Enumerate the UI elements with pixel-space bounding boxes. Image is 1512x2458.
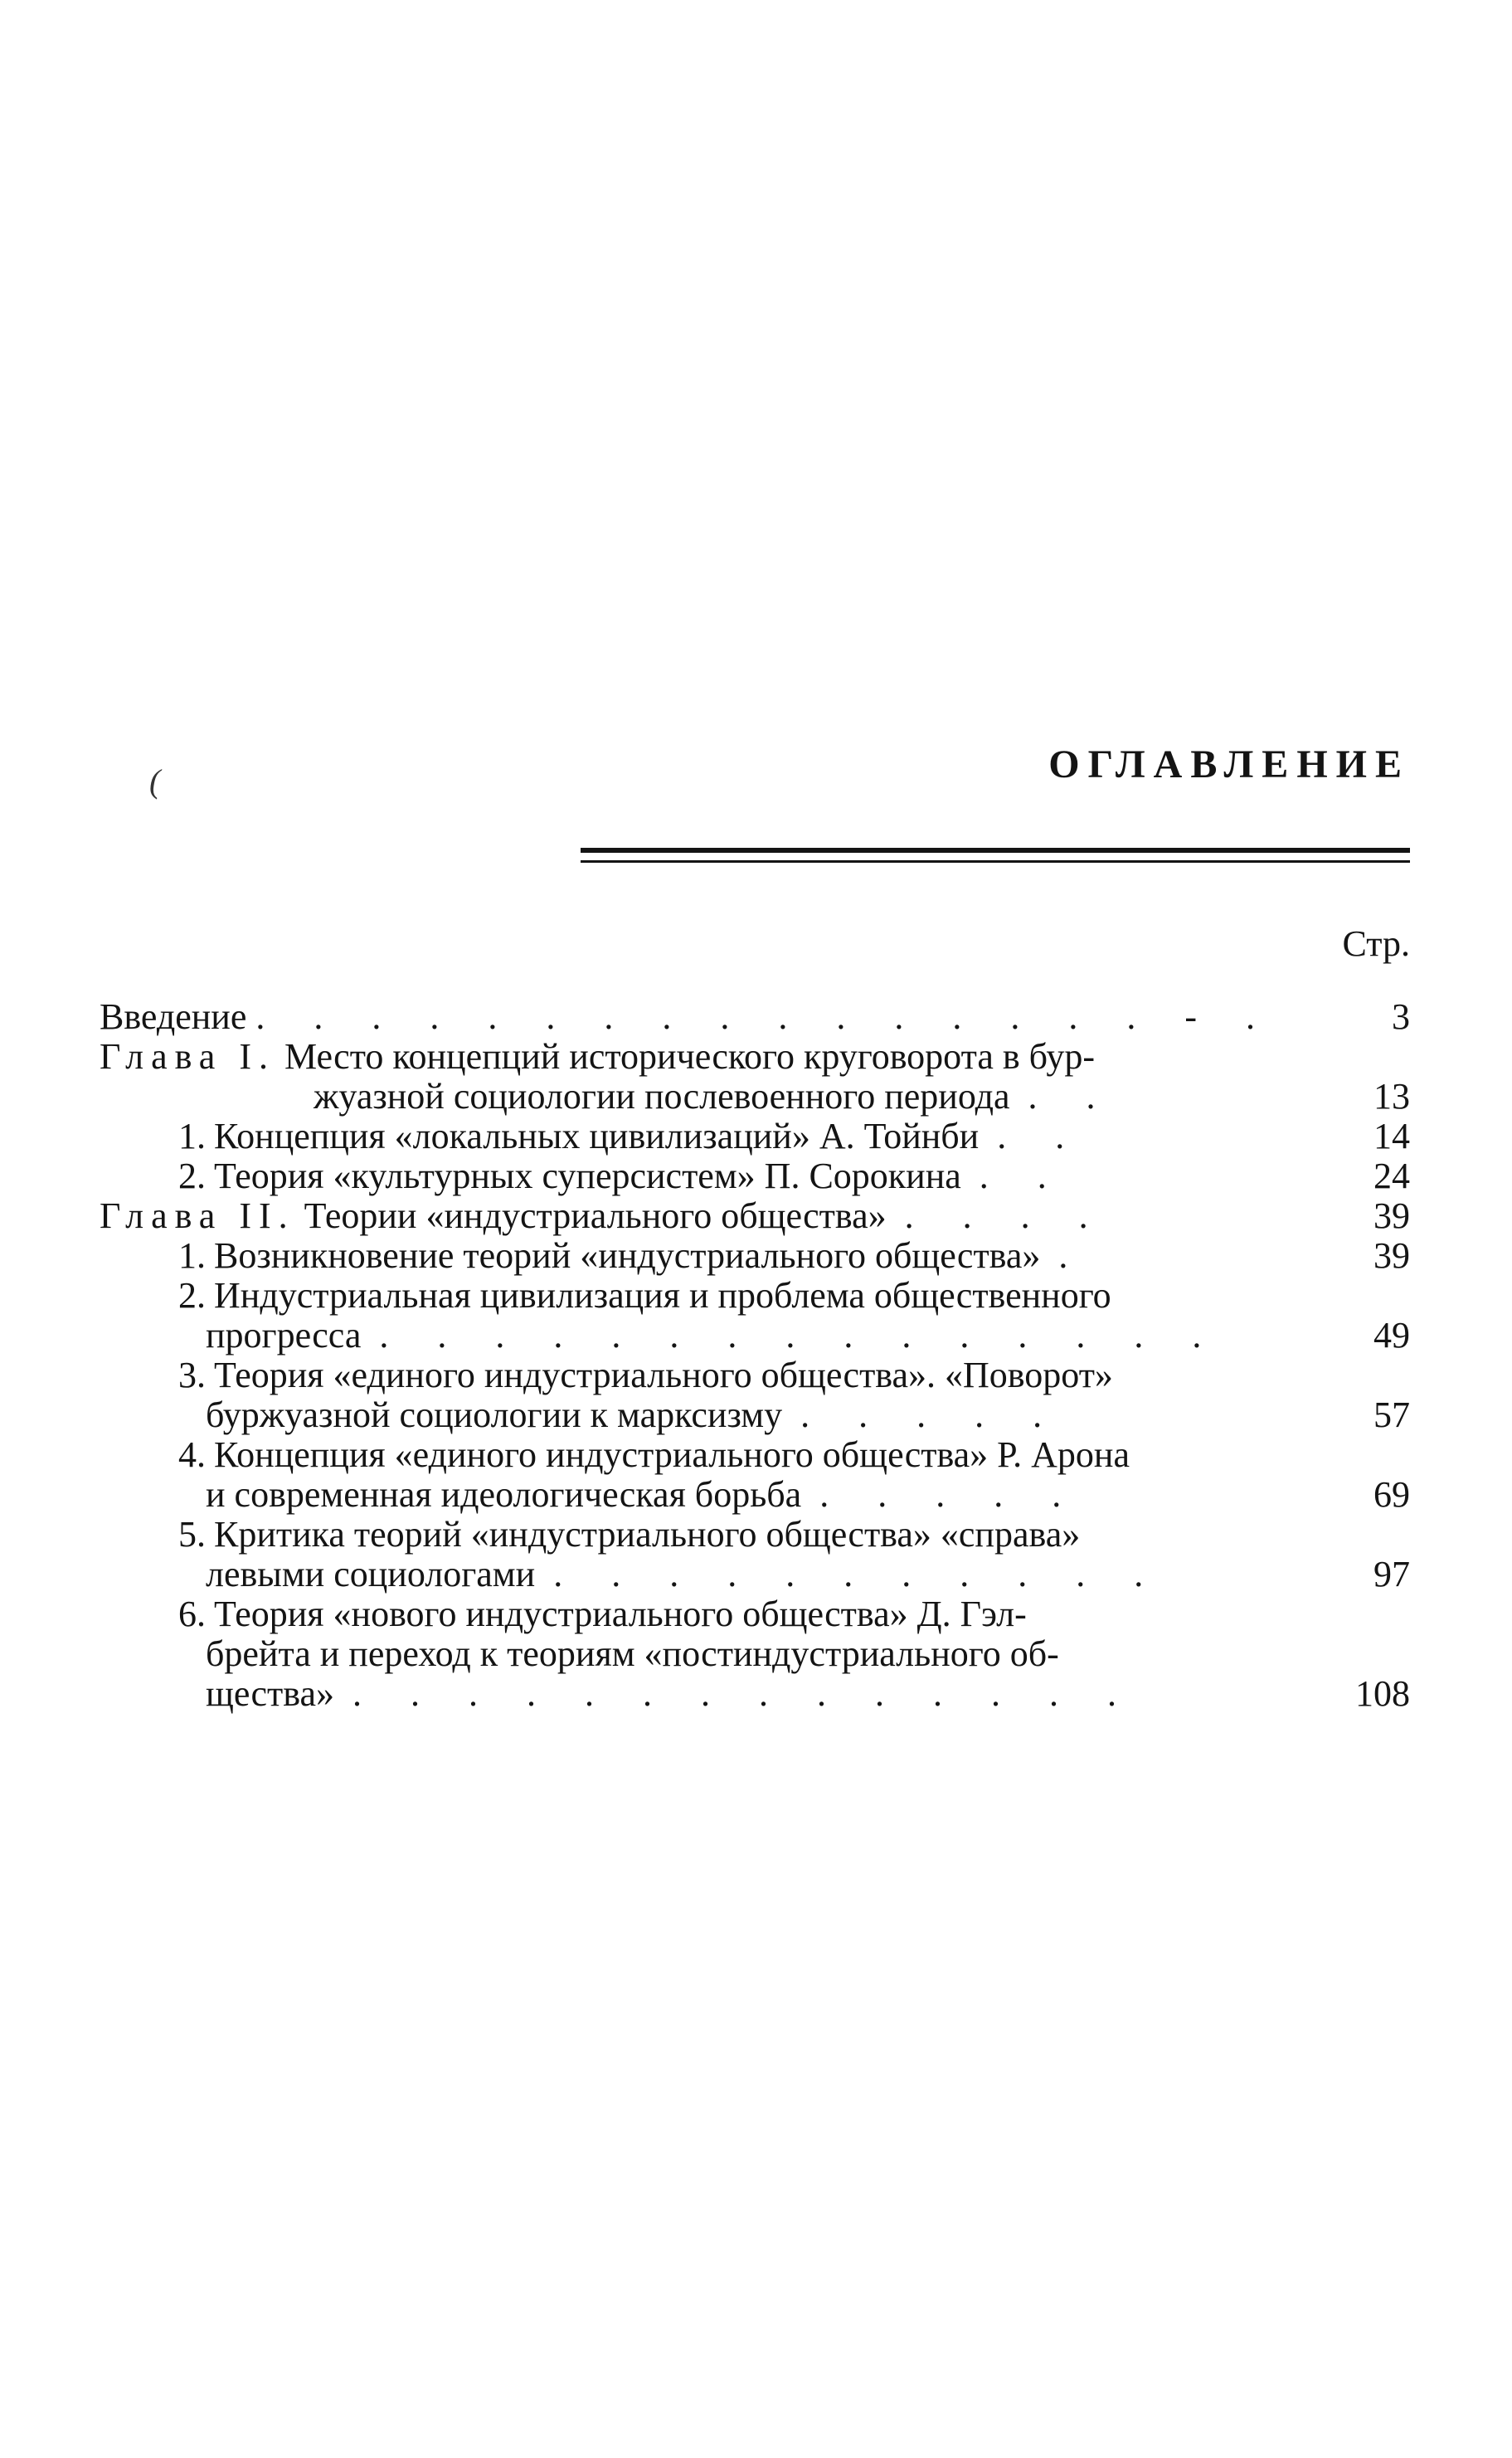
table-of-contents xyxy=(100,997,1410,1714)
toc-entry-line: Глава II. Теории «индустриального общества» . . . . xyxy=(100,1195,1108,1236)
toc-entry-section-2-3[interactable] xyxy=(100,1356,1410,1435)
toc-entry-line: 4. Концепция «единого индустриального общества» Р. Арона xyxy=(206,1435,1292,1475)
toc-entry-introduction[interactable] xyxy=(100,997,1410,1037)
toc-entry-line: и современная идеологическая борьба . . . . . xyxy=(206,1474,1082,1515)
toc-page-number: 39 xyxy=(1373,1235,1410,1276)
toc-entry-line: 1. Концепция «локальных цивилизаций» А. Тойнби . . xyxy=(206,1117,1292,1156)
toc-entry-section-1-2[interactable] xyxy=(100,1156,1410,1196)
toc-entry-line: левыми социологами . . . . . . . . . . . xyxy=(206,1554,1164,1594)
title-rule xyxy=(581,848,1410,863)
toc-entry-line: Введение . . . . . . . . . . . . . . . . - . xyxy=(100,996,1276,1037)
chapter-label: Глава II. xyxy=(100,1195,295,1236)
section-number: 4. xyxy=(178,1434,206,1475)
title-rule-thin xyxy=(581,860,1410,863)
toc-entry-chapter-1[interactable] xyxy=(100,1037,1410,1117)
toc-entry-line: жуазной социологии послевоенного периода . . xyxy=(314,1076,1116,1117)
toc-entry-line: Глава I. Место концепций исторического круговорота в бур- xyxy=(100,1036,1096,1077)
toc-page-number: 49 xyxy=(1373,1315,1410,1356)
toc-entry-section-2-4[interactable] xyxy=(100,1435,1410,1515)
toc-entry-section-2-5[interactable] xyxy=(100,1515,1410,1594)
stray-mark: ( xyxy=(149,762,161,800)
toc-page-number: 24 xyxy=(1373,1156,1410,1196)
toc-entry-line: 1. Возникновение теорий «индустриального общества» . xyxy=(206,1236,1292,1276)
page-column-header: Стр. xyxy=(1342,923,1410,964)
toc-page-number: 39 xyxy=(1373,1195,1410,1236)
toc-page-number: 14 xyxy=(1373,1116,1410,1156)
toc-entry-line: 3. Теория «единого индустриального общества». «Поворот» xyxy=(206,1356,1292,1395)
toc-page-number: 13 xyxy=(1373,1076,1410,1117)
toc-entry-section-1-1[interactable] xyxy=(100,1117,1410,1156)
toc-page-number: 97 xyxy=(1373,1554,1410,1594)
section-number: 6. xyxy=(178,1594,206,1634)
toc-entry-line: 2. Индустриальная цивилизация и проблема общественного xyxy=(206,1276,1292,1316)
title-rule-thick xyxy=(581,848,1410,853)
toc-entry-line: буржуазной социологии к марксизму . . . . . xyxy=(206,1394,1062,1435)
toc-entry-line: 2. Теория «культурных суперсистем» П. Сорокина . . xyxy=(206,1156,1292,1196)
toc-page-number: 108 xyxy=(1355,1673,1410,1714)
toc-page-number: 69 xyxy=(1373,1474,1410,1515)
toc-entry-line: щества» . . . . . . . . . . . . . . xyxy=(206,1673,1136,1714)
toc-entry-section-2-1[interactable] xyxy=(100,1236,1410,1276)
toc-entry-line: 5. Критика теорий «индустриального общества» «справа» xyxy=(206,1515,1292,1555)
section-number: 1. xyxy=(178,1235,206,1276)
toc-entry-section-2-2[interactable] xyxy=(100,1276,1410,1356)
section-number: 3. xyxy=(178,1355,206,1395)
toc-entry-line: брейта и переход к теориям «постиндустриального об- xyxy=(206,1633,1059,1674)
section-number: 5. xyxy=(178,1514,206,1555)
toc-entry-line: прогресса . . . . . . . . . . . . . . . xyxy=(206,1315,1222,1356)
toc-entry-section-2-6[interactable] xyxy=(100,1594,1410,1714)
toc-page-number: 57 xyxy=(1373,1394,1410,1435)
chapter-label: Глава I. xyxy=(100,1036,275,1077)
toc-entry-chapter-2[interactable] xyxy=(100,1196,1410,1236)
page-title: ОГЛАВЛЕНИЕ xyxy=(1048,742,1410,786)
toc-entry-line: 6. Теория «нового индустриального общества» Д. Гэл- xyxy=(206,1594,1292,1634)
section-number: 1. xyxy=(178,1116,206,1156)
section-number: 2. xyxy=(178,1156,206,1196)
toc-page-number: 3 xyxy=(1392,996,1410,1037)
section-number: 2. xyxy=(178,1275,206,1316)
